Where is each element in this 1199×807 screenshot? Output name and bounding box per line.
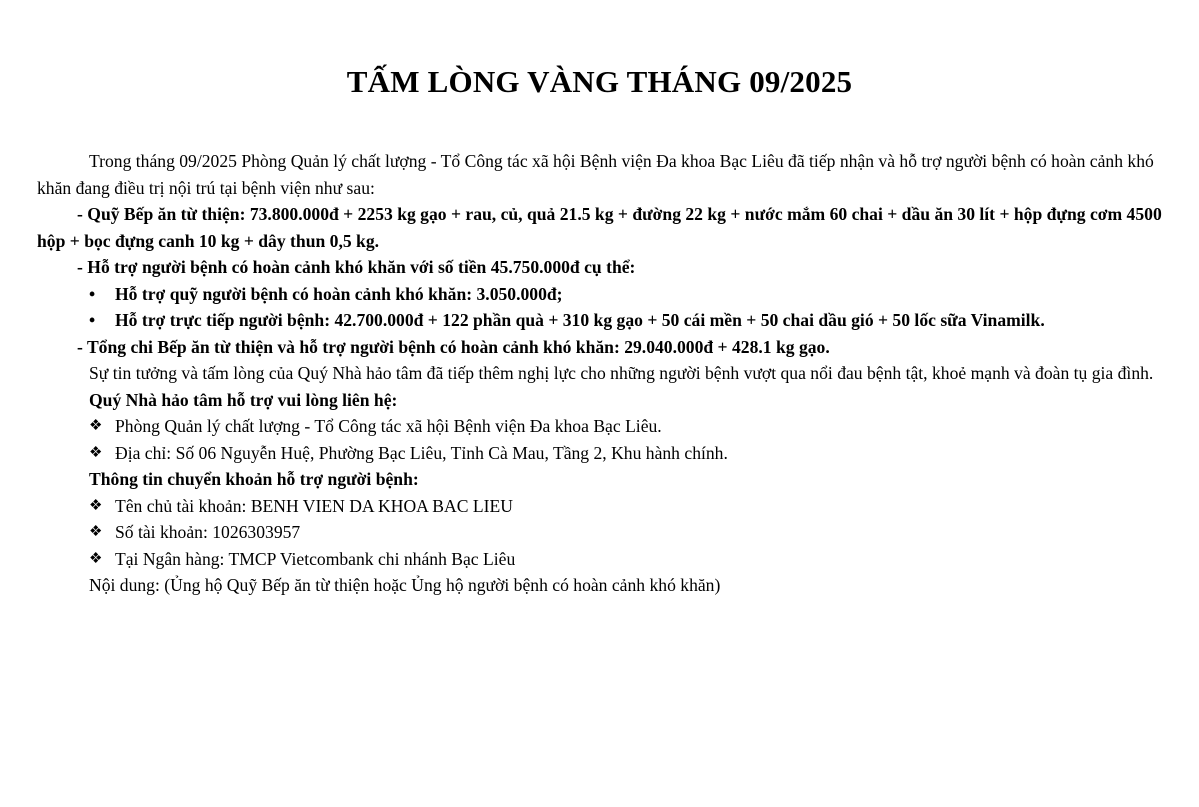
bullet-icon: • (89, 283, 96, 304)
bank-heading: Thông tin chuyển khoản hỗ trợ người bệnh: (89, 469, 419, 489)
support-item-text: Hỗ trợ quỹ người bệnh có hoàn cảnh khó khăn: 3.050.000đ; (115, 283, 563, 304)
document-title: TẤM LÒNG VÀNG THÁNG 09/2025 (346, 64, 853, 99)
document-body (37, 148, 1162, 599)
transfer-content-note: Nội dung: (Ủng hộ Quỹ Bếp ăn từ thiện hoặc Ủng hộ người bệnh có hoàn cảnh khó khăn) (89, 575, 721, 595)
bank-item (37, 546, 1162, 573)
bank-item (37, 519, 1162, 546)
diamond-bullet-icon: ❖ (89, 444, 103, 461)
bank-name: Tại Ngân hàng: TMCP Vietcombank chi nhánh Bạc Liêu (115, 548, 516, 569)
contact-item-text: Địa chỉ: Số 06 Nguyễn Huệ, Phường Bạc Liêu, Tỉnh Cà Mau, Tầng 2, Khu hành chính. (115, 442, 728, 463)
diamond-bullet-icon: ❖ (89, 550, 103, 567)
contact-item-text: Phòng Quản lý chất lượng - Tổ Công tác xã hội Bệnh viện Đa khoa Bạc Liêu. (115, 416, 662, 436)
diamond-bullet-icon: ❖ (89, 497, 103, 514)
bank-account-name: Tên chủ tài khoản: BENH VIEN DA KHOA BAC LIEU (115, 495, 513, 516)
diamond-bullet-icon: ❖ (89, 418, 103, 434)
support-item (37, 281, 1162, 308)
bank-account-number: Số tài khoản: 1026303957 (115, 522, 301, 542)
bank-item (37, 493, 1162, 520)
kitchen-fund-line: - Quỹ Bếp ăn từ thiện: 73.800.000đ + 2253 kg gạo + rau, củ, quả 21.5 kg + đường 22 kg + nước mắm 60 chai + dầu ăn 30 lít + hộp đựng cơm 4500 hộp + bọc đựng canh 10 kg + dây thun 0,5 kg. (37, 204, 1162, 251)
support-heading: - Hỗ trợ người bệnh có hoàn cảnh khó khăn với số tiền 45.750.000đ cụ thể: (77, 257, 636, 277)
support-item-text: Hỗ trợ trực tiếp người bệnh: 42.700.000đ + 122 phần quà + 310 kg gạo + 50 cái mền + 50 chai dầu gió + 50 lốc sữa Vinamilk. (115, 310, 1045, 330)
contact-heading: Quý Nhà hảo tâm hỗ trợ vui lòng liên hệ: (89, 389, 398, 410)
total-line: - Tổng chi Bếp ăn từ thiện và hỗ trợ người bệnh có hoàn cảnh khó khăn: 29.040.000đ + 428.1 kg gạo. (77, 336, 830, 357)
contact-item (37, 440, 1162, 467)
diamond-bullet-icon: ❖ (89, 524, 103, 540)
intro-paragraph: Trong tháng 09/2025 Phòng Quản lý chất lượng - Tổ Công tác xã hội Bệnh viện Đa khoa Bạc Liêu đã tiếp nhận và hỗ trợ người bệnh có hoàn cảnh khó khăn đang điều trị nội trú tại bệnh viện như sau: (37, 151, 1154, 198)
contact-item (37, 413, 1162, 440)
thanks-paragraph: Sự tin tưởng và tấm lòng của Quý Nhà hảo tâm đã tiếp thêm nghị lực cho những người bệnh vượt qua nổi đau bệnh tật, khoẻ mạnh và đoàn tụ gia đình. (89, 363, 1154, 383)
support-item (37, 307, 1162, 334)
bullet-icon: • (89, 310, 96, 330)
